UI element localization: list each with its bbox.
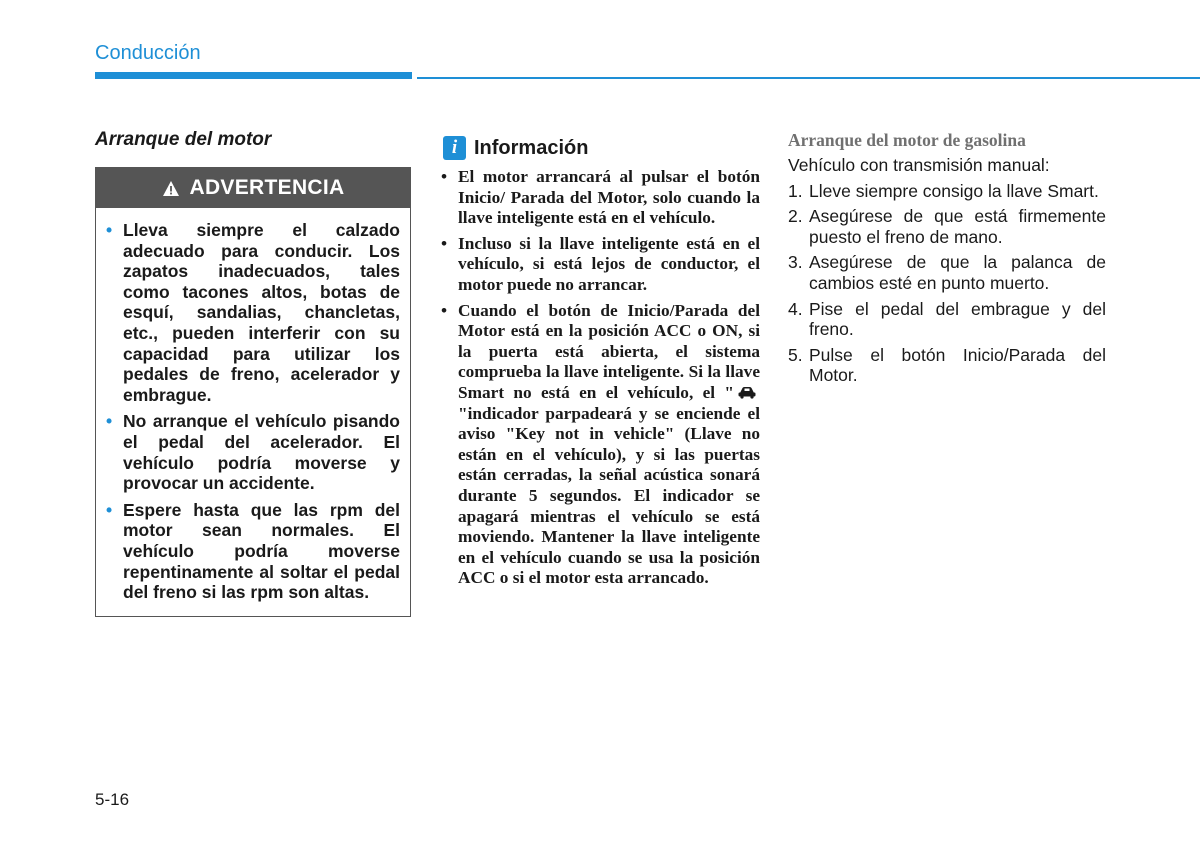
procedure-step: 1. Lleve siempre consigo la llave Smart. (788, 180, 1099, 201)
header-rule-thick (95, 72, 412, 79)
bullet-icon: • (106, 220, 113, 240)
info-list (441, 167, 760, 594)
procedure-step: 5. Pulse el botón Inicio/Parada del Motor. (788, 344, 1106, 386)
procedure-step: 4. Pise el pedal del embrague y del freno. (788, 298, 1106, 340)
info-heading (443, 136, 588, 160)
engine-start-procedure (788, 130, 1106, 391)
warning-item: • Lleva siempre el calzado adecuado para conducir. Los zapatos inadecuados, tales como tacones altos, botas de esquí, sandalias, chancletas, etc., pueden interferir con su capacidad para utilizar los pedales de freno, acelerador y embrague. (106, 220, 400, 405)
bullet-icon: • (441, 167, 448, 186)
section-heading: Arranque del motor (95, 129, 272, 150)
procedure-heading: Arranque del motor de gasolina (788, 130, 1026, 150)
procedure-step: 2. Asegúrese de que está firmemente puesto el freno de mano. (788, 206, 1106, 247)
car-key-indicator-icon (737, 385, 757, 399)
info-item: • Incluso si la llave inteligente está en el vehículo, si está lejos de conductor, el motor puede no arrancar. (441, 233, 760, 294)
page-number: 5-16 (95, 790, 130, 809)
procedure-steps (788, 181, 1106, 386)
warning-triangle-icon (162, 180, 180, 197)
warning-title: ADVERTENCIA (189, 176, 345, 199)
bullet-icon: • (106, 411, 113, 432)
info-item: • Cuando el botón de Inicio/Parada del Motor está en la posición ACC o ON, si la puerta está abierta, el sistema comprueba la llave inteligente. Si la llave Smart no está en el vehículo, el ""indicador parpadeará y se enciende el aviso "Key not in vehicle" (Llave no están en el vehículo), y si las puertas están cerradas, la señal acústica sonará durante 5 segundos. El indicador se apagará mientras el vehículo se está moviendo. Mantener la llave inteligente en el vehículo cuando se usa la posición ACC o si el motor esta arrancado. (441, 300, 760, 588)
info-item: • El motor arrancará al pulsar el botón Inicio/ Parada del Motor, solo cuando la llave inteligente está en el vehículo. (441, 167, 760, 228)
warning-item: • No arranque el vehículo pisando el pedal del acelerador. El vehículo podría moverse y provocar un accidente. (106, 411, 400, 494)
warning-box (95, 167, 411, 617)
warning-list (96, 208, 410, 603)
procedure-subheading: Vehículo con transmisión manual: (788, 155, 1050, 175)
info-title: Información (474, 136, 589, 159)
header-rule-thin (417, 77, 1200, 79)
chapter-title: Conducción (95, 42, 201, 64)
info-icon: i (443, 136, 466, 160)
bullet-icon: • (106, 499, 113, 520)
bullet-icon: • (441, 300, 448, 320)
warning-header (96, 168, 410, 208)
bullet-icon: • (441, 233, 448, 253)
procedure-step: 3. Asegúrese de que la palanca de cambios esté en punto muerto. (788, 252, 1106, 293)
warning-item: • Espere hasta que las rpm del motor sean normales. El vehículo podría moverse repentinamente al soltar el pedal del freno si las rpm son altas. (106, 499, 400, 603)
